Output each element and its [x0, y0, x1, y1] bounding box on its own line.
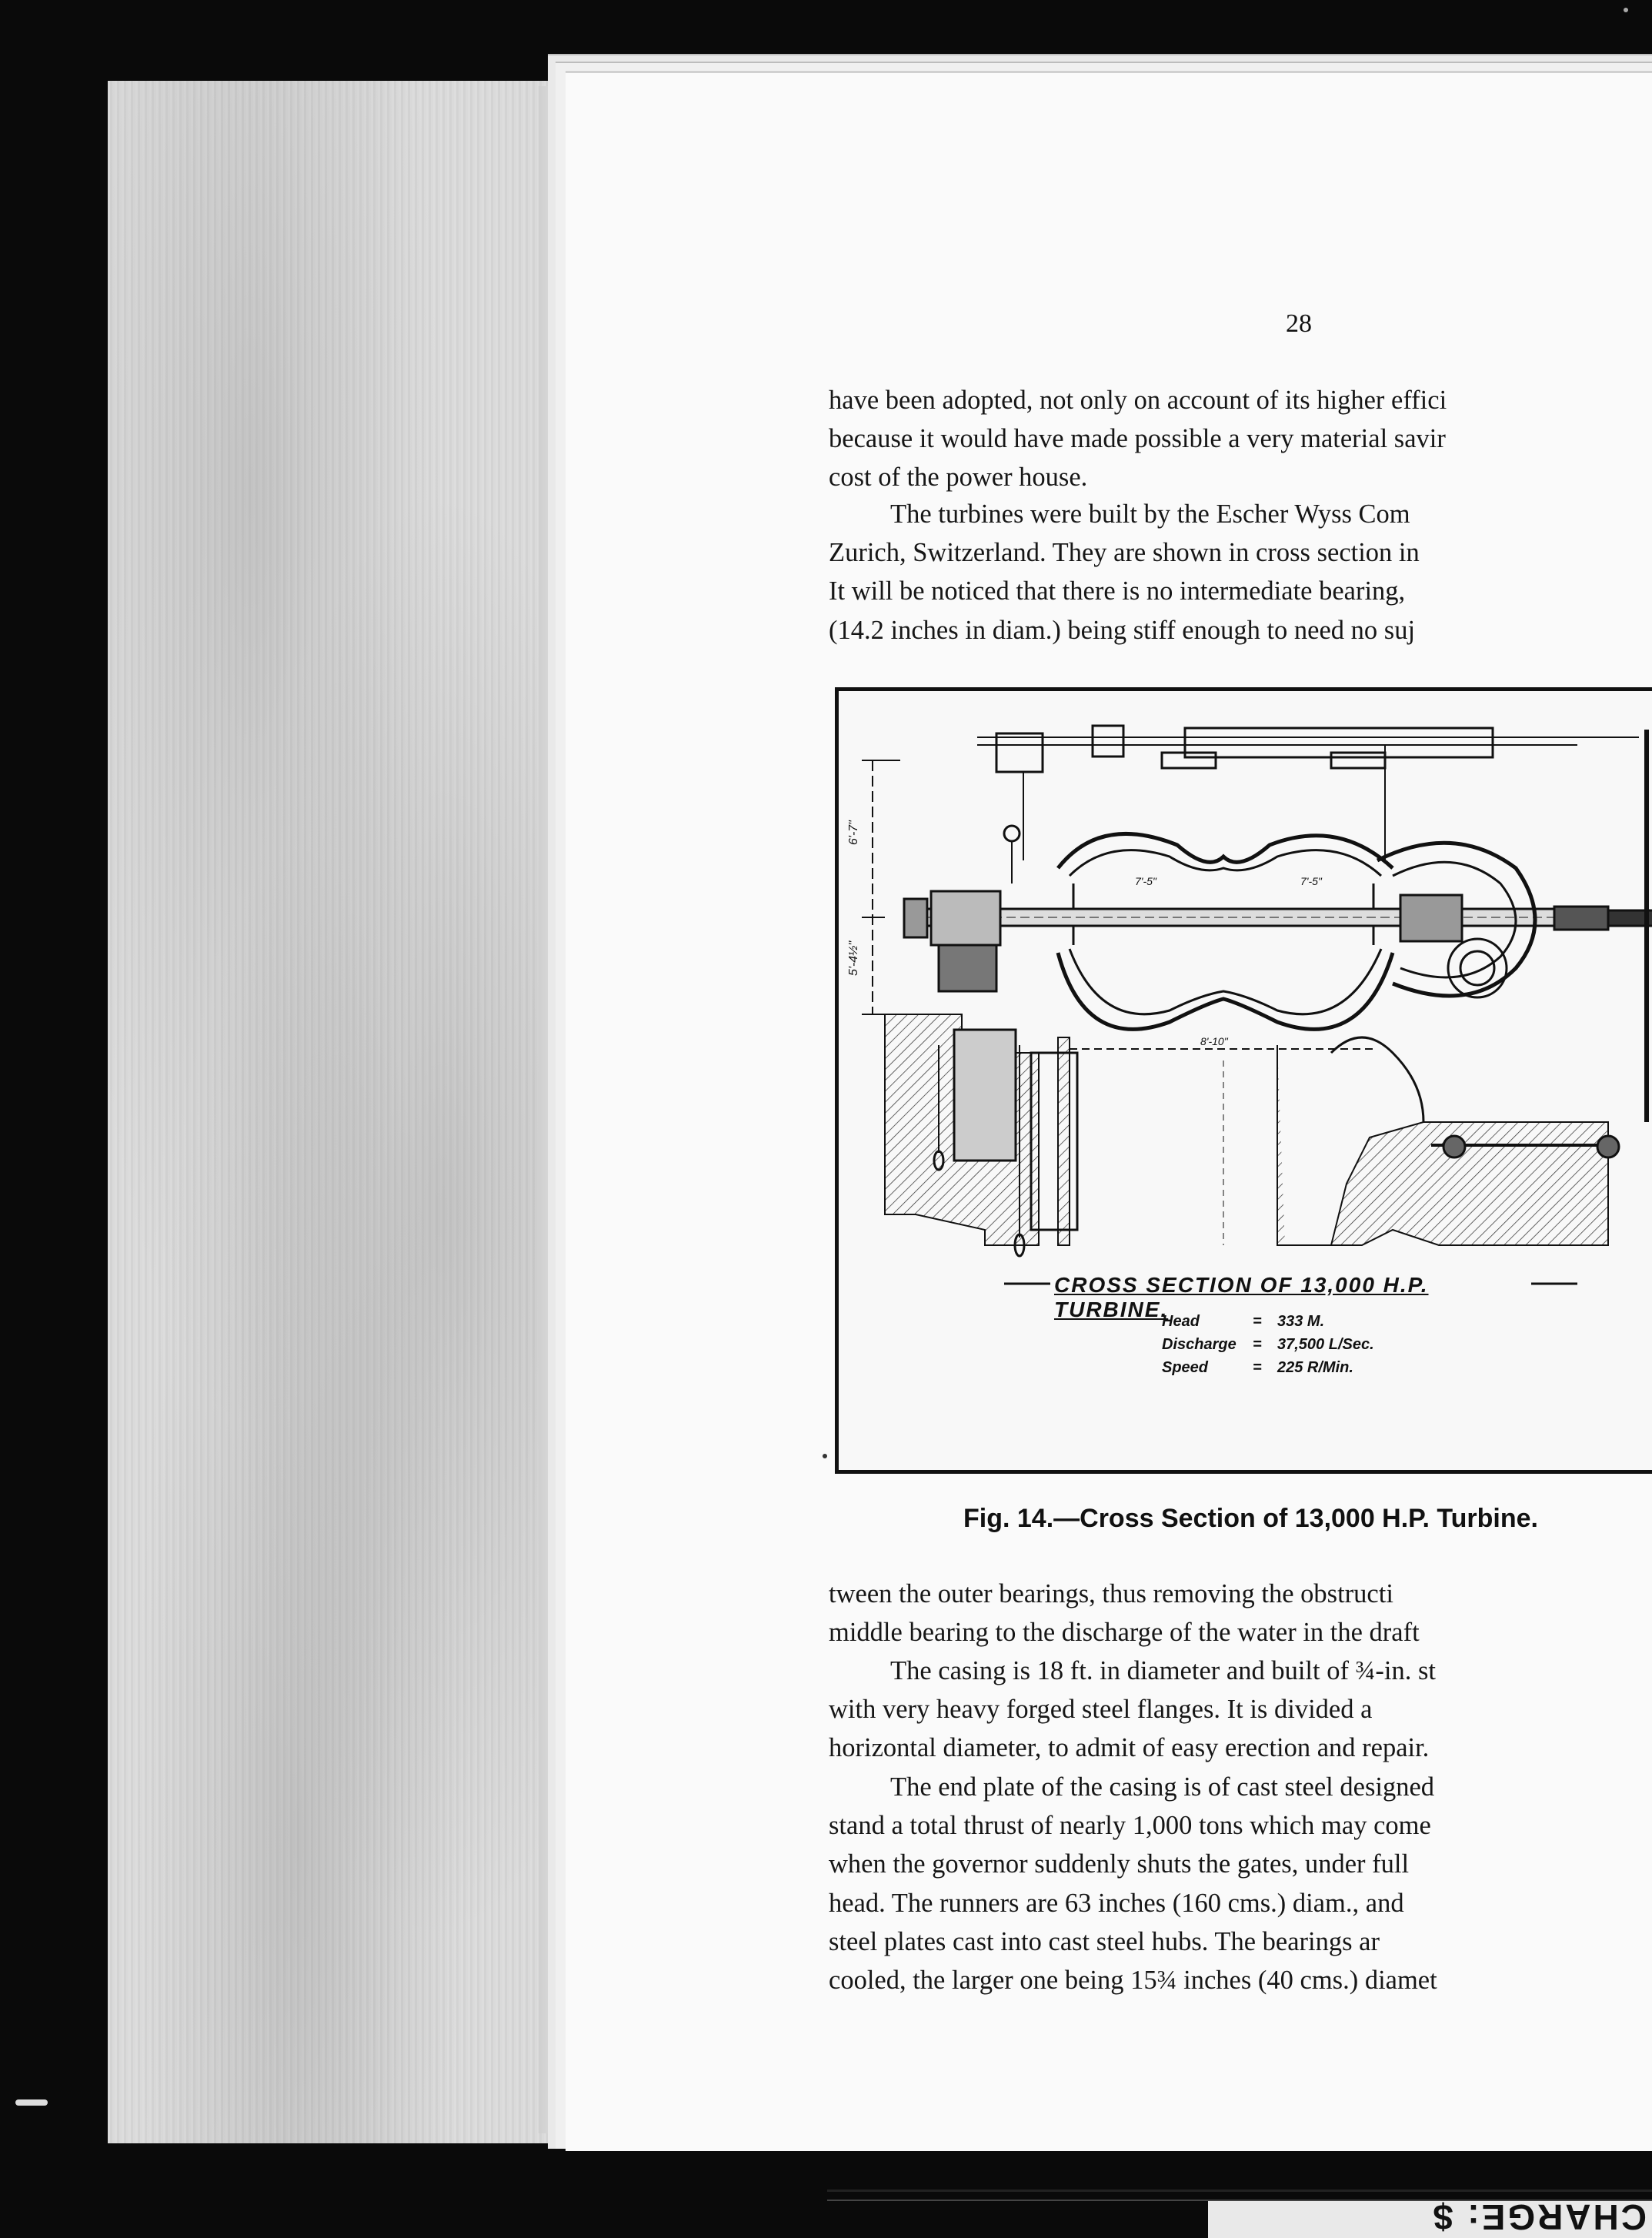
text-line: tween the outer bearings, thus removing the obstructi — [829, 1579, 1393, 1608]
charge-stamp: CHARGE: $ — [1430, 2197, 1647, 2237]
spec-label: Speed — [1162, 1359, 1209, 1376]
spec-equals: = — [1253, 1359, 1262, 1376]
text-line: It will be noticed that there is no intermediate bearing, — [829, 576, 1406, 606]
spec-value: 225 R/Min. — [1277, 1359, 1353, 1376]
spec-equals: = — [1253, 1313, 1262, 1330]
text-line: (14.2 inches in diam.) being stiff enough to need no suj — [829, 615, 1416, 645]
dim-height-upper: 6'-7" — [847, 820, 860, 845]
text-line: The turbines were built by the Escher Wyss Com — [890, 499, 1410, 529]
dim-draft-width: 8'-10" — [1200, 1035, 1228, 1047]
text-line: have been adopted, not only on account of its higher effici — [829, 386, 1447, 415]
text-line: Zurich, Switzerland. They are shown in cross section in — [829, 538, 1420, 568]
text-line: when the governor suddenly shuts the gates, under full — [829, 1849, 1410, 1879]
text-line: The end plate of the casing is of cast steel designed — [890, 1772, 1435, 1802]
spec-value: 37,500 L/Sec. — [1277, 1336, 1374, 1353]
ink-speck — [823, 1454, 827, 1458]
spec-equals: = — [1253, 1336, 1262, 1353]
figure-caption: Fig. 14.—Cross Section of 13,000 H.P. Turbine. — [963, 1504, 1538, 1533]
text-line: The casing is 18 ft. in diameter and built of ¾-in. st — [890, 1656, 1437, 1685]
text-line: middle bearing to the discharge of the water in the draft — [829, 1618, 1420, 1648]
text-line: cooled, the larger one being 15¾ inches (40 cms.) diamet — [829, 1966, 1437, 1996]
text-line: with very heavy forged steel flanges. It is divided a — [829, 1695, 1373, 1725]
paragraph-2 — [829, 495, 1652, 650]
dim-runner-right: 7'-5" — [1300, 875, 1322, 887]
text-line: horizontal diameter, to admit of easy erection and repair. — [829, 1733, 1430, 1763]
scan-speck — [1624, 8, 1628, 12]
spec-label: Head — [1162, 1313, 1200, 1330]
page-number: 28 — [1286, 309, 1312, 338]
drawing-title: CROSS SECTION OF 13,000 H.P. TURBINE. — [1054, 1273, 1429, 1321]
paragraph-3 — [829, 1575, 1652, 1652]
spec-head — [1162, 1313, 1470, 1331]
dim-runner-left: 7'-5" — [1135, 875, 1156, 887]
paragraph-4 — [829, 1652, 1652, 1768]
text-line: cost of the power house. — [829, 463, 1088, 493]
spec-value: 333 M. — [1277, 1313, 1325, 1330]
spec-discharge — [1162, 1336, 1470, 1354]
scan-speck — [15, 2099, 48, 2106]
dim-height-lower: 5'-4½" — [847, 940, 860, 976]
text-line: stand a total thrust of nearly 1,000 tons which may come — [829, 1811, 1431, 1841]
stamp-rule — [827, 2190, 1652, 2192]
marbled-endpaper — [108, 81, 585, 2143]
paragraph-5 — [829, 1768, 1652, 1999]
spec-label: Discharge — [1162, 1336, 1236, 1353]
figure-frame — [835, 687, 1652, 1474]
paragraph-1 — [829, 381, 1652, 497]
text-line: head. The runners are 63 inches (160 cms.) diam., and — [829, 1888, 1404, 1918]
text-line: because it would have made possible a very material savir — [829, 424, 1446, 454]
spec-speed — [1162, 1359, 1470, 1377]
text-line: steel plates cast into cast steel hubs. The bearings ar — [829, 1926, 1380, 1956]
